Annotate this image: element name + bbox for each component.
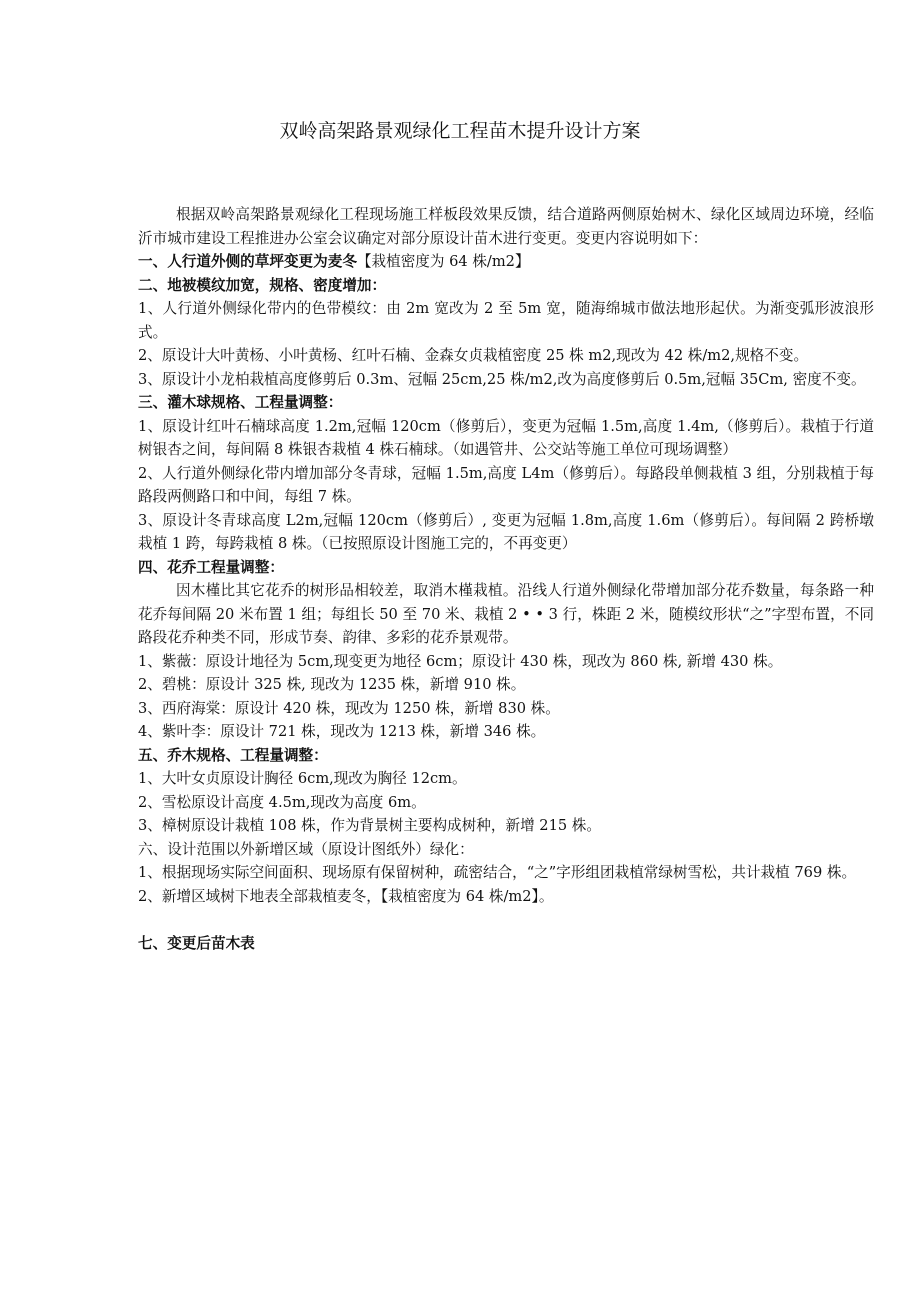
blank-line bbox=[138, 908, 874, 932]
section-2-heading: 二、地被模纹加宽，规格、密度增加： bbox=[138, 276, 387, 294]
section-2-item: 3、原设计小龙柏栽植高度修剪后 0.3m、冠幅 25cm,25 株/m2,改为高度修剪后 0.5m,冠幅 35Cm, 密度不变。 bbox=[138, 370, 866, 388]
intro-paragraph: 根据双岭高架路景观绿化工程现场施工样板段效果反馈，结合道路两侧原始树木、绿化区域周边环境，经临沂市城市建设工程推进办公室会议确定对部分原设计苗木进行变更。变更内容说明如下： bbox=[138, 206, 874, 247]
section-3-heading: 三、灌木球规格、工程量调整： bbox=[138, 394, 343, 411]
section-4-item: 1、紫薇：原设计地径为 5cm,现变更为地径 6cm；原设计 430 株，现改为 860 株, 新增 430 株。 bbox=[138, 652, 783, 670]
section-2-item: 1、人行道外侧绿化带内的色带模纹：由 2m 宽改为 2 至 5m 宽，随海绵城市做法地形起伏。为渐变弧形波浪形式。 bbox=[138, 300, 874, 341]
section-3-item: 1、原设计红叶石楠球高度 1.2m,冠幅 120cm（修剪后），变更为冠幅 1.5m,高度 1.4m,（修剪后）。栽植于行道树银杏之间，每间隔 8 株银杏栽植 4 株石楠球。（如遇管井、公交站等施工单位可现场调整） bbox=[138, 417, 874, 458]
section-6-item: 2、新增区域树下地表全部栽植麦冬，【栽植密度为 64 株/m2】。 bbox=[138, 887, 554, 905]
section-7-heading: 七、变更后苗木表 bbox=[138, 934, 255, 952]
section-5-heading: 五、乔木规格、工程量调整： bbox=[138, 746, 328, 764]
document-title: 双岭高架路景观绿化工程苗木提升设计方案 bbox=[279, 120, 641, 142]
section-1-note: 【栽植密度为 64 株/m2】 bbox=[356, 253, 530, 270]
section-3-item: 3、原设计冬青球高度 L2m,冠幅 120cm（修剪后）, 变更为冠幅 1.8m,高度 1.6m（修剪后）。每间隔 2 跨桥墩栽植 1 跨，每跨栽植 8 株。（已按照原设计图施工完的，不再变更） bbox=[138, 511, 874, 552]
section-5-item: 1、大叶女贞原设计胸径 6cm,现改为胸径 12cm。 bbox=[138, 770, 467, 787]
section-4-paragraph: 因木槿比其它花乔的树形品相较差，取消木槿栽植。沿线人行道外侧绿化带增加部分花乔数量，每条路一种花乔每间隔 20 米布置 1 组；每组长 50 至 70 米、栽植 2 • • 3 行，株距 2 米，随模纹形状“之”字型布置，不同路段花乔种类不同，形成节奏、韵律、多彩的花乔景观带。 bbox=[138, 582, 874, 646]
section-5-item: 3、樟树原设计栽植 108 株，作为背景树主要构成树种，新增 215 株。 bbox=[138, 817, 601, 834]
section-4-item: 3、西府海棠：原设计 420 株，现改为 1250 株，新增 830 株。 bbox=[138, 699, 560, 717]
document-body bbox=[138, 203, 874, 955]
section-4-heading: 四、花乔工程量调整： bbox=[138, 558, 284, 576]
section-4-item: 2、碧桃：原设计 325 株, 现改为 1235 株，新增 910 株。 bbox=[138, 676, 526, 693]
section-6-item: 1、根据现场实际空间面积、现场原有保留树种，疏密结合，“之”字形组团栽植常绿树雪松，共计栽植 769 株。 bbox=[138, 864, 857, 881]
section-1 bbox=[138, 250, 874, 274]
section-2-item: 2、原设计大叶黄杨、小叶黄杨、红叶石楠、金森女贞栽植密度 25 株 m2,现改为 42 株/m2,规格不变。 bbox=[138, 347, 809, 364]
section-6-heading: 六、设计范围以外新增区域（原设计图纸外）绿化： bbox=[138, 840, 474, 858]
section-5-item: 2、雪松原设计高度 4.5m,现改为高度 6m。 bbox=[138, 793, 426, 811]
section-1-heading: 一、人行道外侧的草坪变更为麦冬 bbox=[138, 253, 357, 270]
section-3-item: 2、人行道外侧绿化带内增加部分冬青球，冠幅 1.5m,高度 L4m（修剪后）。每路段单侧栽植 3 组，分别栽植于每路段两侧路口和中间，每组 7 株。 bbox=[138, 464, 874, 505]
section-4-item: 4、紫叶李：原设计 721 株，现改为 1213 株，新增 346 株。 bbox=[138, 723, 546, 740]
